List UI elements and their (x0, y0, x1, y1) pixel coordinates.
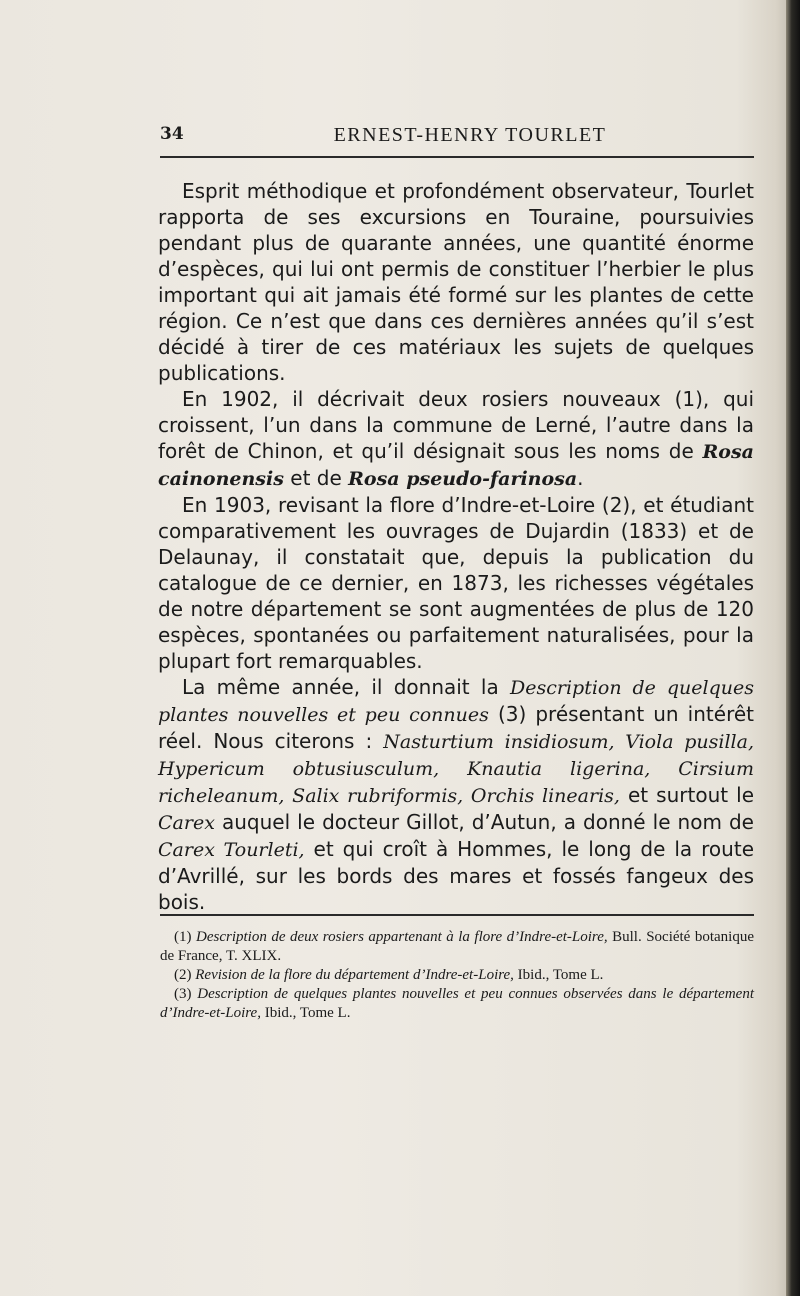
footnotes (160, 928, 754, 1023)
species-carex: Carex (158, 812, 215, 834)
page-header (160, 124, 754, 154)
publication-title: Description de quelques plantes nouvelles et peu connues (158, 677, 754, 726)
paragraph-3: En 1903, revisant la flore d’Indre-et-Loire (2), et étudiant comparativement les ouvrages de Dujardin (1833) et de Delaunay, il constatait que, depuis la publication du catalogue de ce dernier, en 1873, les richesses végétales de notre département se sont augmentées de plus de 120 espèces, spontanées ou parfaitement naturalisées, pour la plupart fort remarquables. (158, 493, 754, 673)
footnote-1-source: Bull. Société botanique de France, T. XLIX. (160, 929, 754, 964)
main-text (158, 178, 754, 915)
footnote-3-number: (3) (174, 986, 192, 1002)
page-edge-shadow (786, 0, 800, 1296)
paragraph-4-text-e: et qui croît à Hommes, le long de la route d’Avrillé, sur les bords des mares et fossés fangeux des bois. (158, 837, 754, 914)
footnote-3-source: Ibid., Tome L. (260, 1005, 351, 1021)
paragraph-4-text-a: La même année, il donnait la (182, 675, 510, 699)
footnote-1 (160, 928, 754, 966)
paragraph-2 (158, 386, 754, 492)
footnote-1-number: (1) (174, 929, 192, 945)
footnote-1-title: Description de deux rosiers appartenant à la flore d’Indre-et-Loire, (196, 929, 608, 945)
footnote-2 (160, 966, 754, 985)
species-carex-tourleti: Carex Tourleti, (158, 839, 305, 861)
species-rosa-pseudo-farinosa: Rosa pseudo-farinosa (348, 468, 578, 490)
species-rosa-cainonensis: Rosa cainonensis (158, 441, 754, 490)
paragraph-4 (158, 674, 754, 915)
footnote-2-title: Revision de la flore du département d’Indre-et-Loire, (195, 967, 514, 983)
paragraph-4-text-c: et surtout le (619, 783, 754, 807)
page-number: 34 (160, 124, 184, 144)
footnote-rule (160, 914, 754, 916)
footnote-2-number: (2) (174, 967, 192, 983)
paragraph-4-text-b: (3) présentant un intérêt réel. Nous citerons : (158, 702, 754, 753)
header-rule (160, 156, 754, 158)
footnote-3 (160, 985, 754, 1023)
paragraph-1: Esprit méthodique et profondément observateur, Tourlet rapporta de ses excursions en Touraine, poursuivies pendant plus de quarante années, une quantité énorme d’espèces, qui lui ont permis de constituer l’herbier le plus important qui ait jamais été formé sur les plantes de cette région. Ce n’est que dans ces dernières années qu’il s’est décidé à tirer de ces matériaux les sujets de quelques publications. (158, 179, 754, 385)
paragraph-2-text-a: En 1902, il décrivait deux rosiers nouveaux (1), qui croissent, l’un dans la commune de Lerné, l’autre dans la forêt de Chinon, et qu’il désignait sous les noms de (158, 387, 754, 463)
paragraph-2-text-c: . (577, 466, 584, 490)
species-list: Nasturtium insidiosum, Viola pusilla, Hypericum obtusiusculum, Knautia ligerina, Cirsium richeleanum, Salix rubriformis, Orchis linearis, (158, 731, 754, 807)
footnote-3-title: Description de quelques plantes nouvelles et peu connues observées dans le département d’Indre-et-Loire, (160, 986, 755, 1021)
paragraph-2-text-b: et de (283, 466, 349, 490)
footnote-2-source: Ibid., Tome L. (513, 967, 604, 983)
paragraph-4-text-d: auquel le docteur Gillot, d’Autun, a donné le nom de (214, 810, 754, 834)
running-head: ERNEST-HENRY TOURLET (333, 124, 607, 146)
